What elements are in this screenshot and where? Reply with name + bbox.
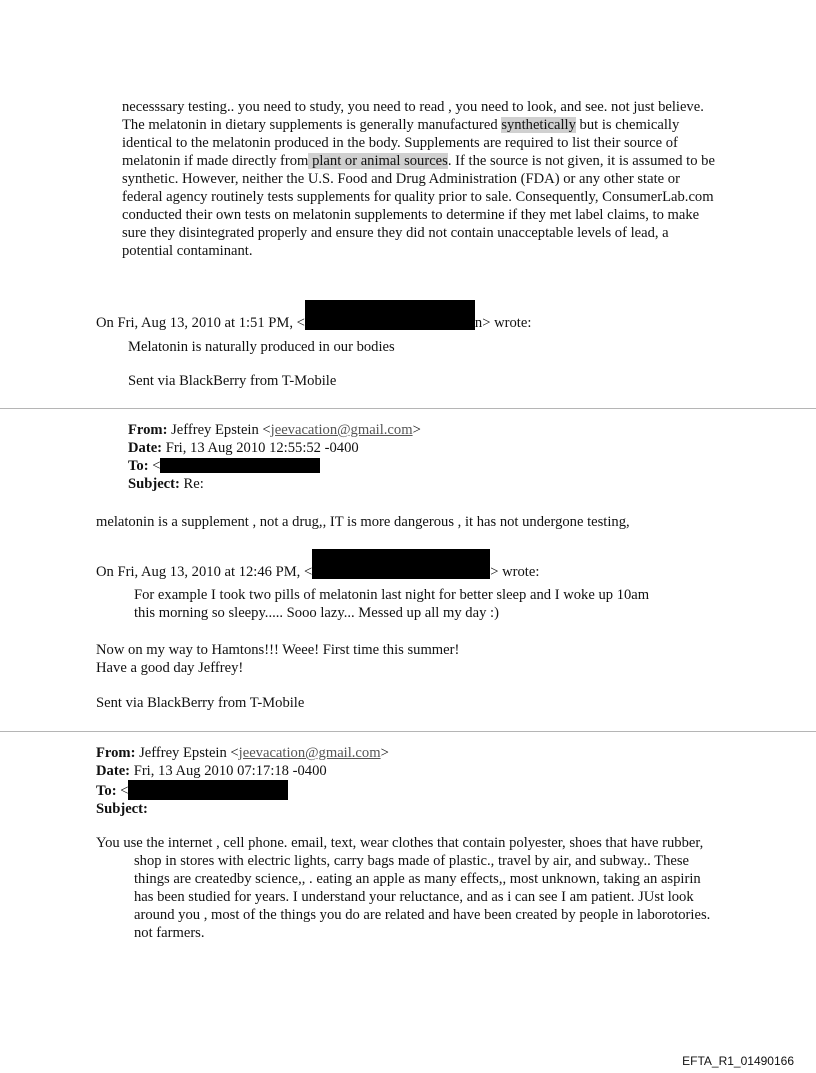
reply-1: melatonin is a supplement , not a drug,, IT is more dangerous , it has not undergone testing, xyxy=(96,514,630,530)
redaction-sender-1 xyxy=(305,300,475,330)
para1-text-1: necesssary testing.. you need to study, you need to read , you need to look, and see. not just believe. The melatonin in dietary supplements is generally manufactured xyxy=(122,99,704,133)
header2-subject: Subject: xyxy=(96,801,148,817)
header1-email-link[interactable]: jeevacation@gmail.com xyxy=(270,422,413,438)
msg3-line2: Have a good day Jeffrey! xyxy=(96,660,244,676)
msg2 xyxy=(134,586,649,622)
quote-line-2: On Fri, Aug 13, 2010 at 12:46 PM, < > wrote: xyxy=(96,549,539,581)
header2-from: From: Jeffrey Epstein <jeevacation@gmail.com> xyxy=(96,745,389,761)
msg1-signature: Sent via BlackBerry from T-Mobile xyxy=(128,373,337,389)
email-header-1 xyxy=(128,421,421,493)
body-paragraph-internet: You use the internet , cell phone. email, text, wear clothes that contain polyester, shoes that have rubber, shop in stores with electric lights, carry bags made of plastic., travel by air, and subway.. These things are createdby science,, . eating an apple as many effects,, most unknown, taking an aspirin has been studied for years. I understand your reluctance, and as i can see I am patient. JUst look around you , most of the things you do are related and have been created by people in laborotories. not farmers. xyxy=(96,835,711,941)
redaction-to-2 xyxy=(128,780,288,800)
body-paragraph-melatonin xyxy=(122,98,720,260)
msg3 xyxy=(96,641,459,677)
msg2-line1: For example I took two pills of melatonin last night for better sleep and I woke up 10am xyxy=(134,587,650,603)
quote-line-1: On Fri, Aug 13, 2010 at 1:51 PM, < n> wrote: xyxy=(96,300,531,332)
header2-email-link[interactable]: jeevacation@gmail.com xyxy=(238,745,381,761)
para1-text-2: but is chemically identical to the melatonin produced in the body. Supplements are required to list their source of melatonin if made directly from xyxy=(122,117,680,169)
para1-text-3: . If the source is not given, it is assumed to be synthetic. However, neither the U.S. Food and Drug Administration (FDA) or any other state or federal agency routinely tests supplements for quality prior to sale. Consequently, ConsumerLab.com conducted their own tests on melatonin supplements to determine if they met label claims, to make sure they disintegrated properly and ensure they did not contain unacceptable levels of lead, a potential contaminant. xyxy=(122,153,715,259)
header2-to: To: < xyxy=(96,780,389,800)
header1-subject: Subject: Re: xyxy=(128,476,204,492)
highlight-plant-animal: plant or animal sources xyxy=(308,153,448,169)
header1-to: To: < xyxy=(128,457,421,475)
msg1-line1: Melatonin is naturally produced in our bodies xyxy=(128,339,395,355)
document-id: EFTA_R1_01490166 xyxy=(682,1054,794,1068)
highlight-synthetically: synthetically xyxy=(501,117,576,133)
msg3-signature: Sent via BlackBerry from T-Mobile xyxy=(96,695,305,711)
divider-2 xyxy=(0,731,816,732)
redaction-sender-2 xyxy=(312,549,490,579)
header1-from: From: Jeffrey Epstein <jeevacation@gmail.com> xyxy=(128,422,421,438)
email-header-2 xyxy=(96,744,389,818)
header1-date: Date: Fri, 13 Aug 2010 12:55:52 -0400 xyxy=(128,440,359,456)
msg3-line1: Now on my way to Hamtons!!! Weee! First time this summer! xyxy=(96,642,460,658)
msg2-line2: this morning so sleepy..... Sooo lazy... Messed up all my day :) xyxy=(134,605,499,621)
redaction-to-1 xyxy=(160,458,320,473)
divider-1 xyxy=(0,408,816,409)
header2-date: Date: Fri, 13 Aug 2010 07:17:18 -0400 xyxy=(96,763,327,779)
